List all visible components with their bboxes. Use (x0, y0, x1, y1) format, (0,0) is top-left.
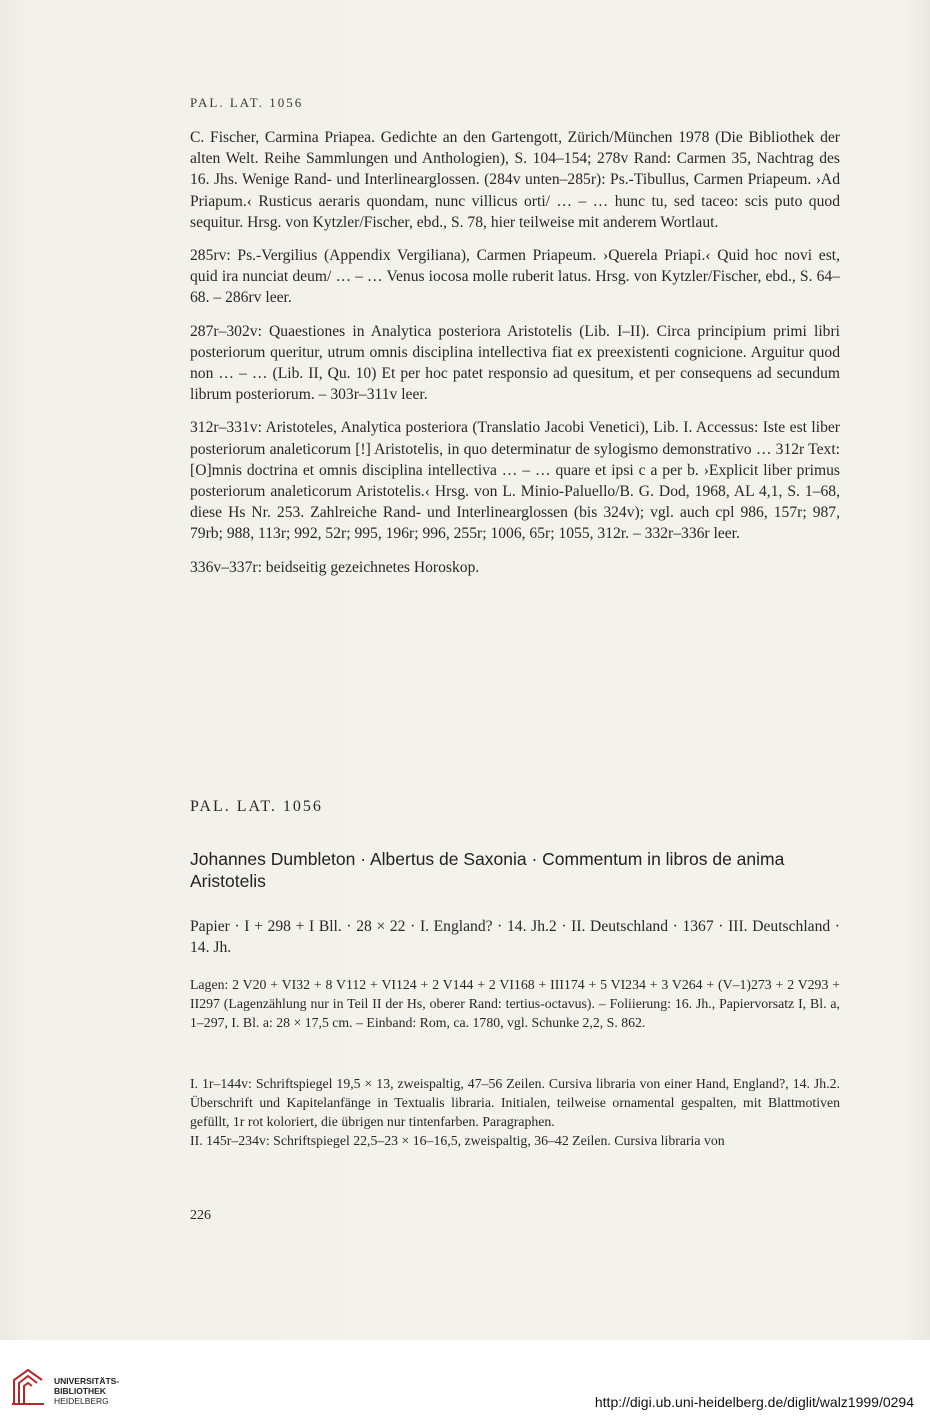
library-name-line-2: BIBLIOTHEK (54, 1386, 106, 1396)
catalog-entry-3: 287r–302v: Quaestiones in Analytica posteriora Aristotelis (Lib. I–II). Circa principium primi libri posteriorum queritur, utrum omnis disciplina intellectiva fiat ex preexistenti cognicione. Arguitur quod non … – … (Lib. II, Qu. 10) Et per hoc patet responsio ad quesitum, et per consequens ad secundum librum posteriorum. – 303r–311v leer. (190, 322, 840, 404)
digitization-footer (0, 1340, 930, 1425)
collation-note: Lagen: 2 V20 + VI32 + 8 V112 + VI124 + 2 V144 + 2 VI168 + III174 + 5 VI234 + 3 V264 + (V–1)273 + 2 V293 + II297 (Lagenzählung nur in Teil II der Hs, oberer Rand: tertius-octavus). – Foliierung: 16. Jh., Papiervorsatz I, Bl. a, 1–297, I. Bl. a: 28 × 17,5 cm. – Einband: Rom, ca. 1780, vgl. Schunke 2,2, S. 862. (190, 977, 840, 1030)
part-two-description: II. 145r–234v: Schriftspiegel 22,5–23 × 16–16,5, zweispaltig, 36–42 Zeilen. Cursiva libraria von (190, 1133, 725, 1148)
permalink-url[interactable]: http://digi.ub.uni-heidelberg.de/diglit/walz1999/0294 (594, 1394, 914, 1410)
ub-heidelberg-logo-icon[interactable] (10, 1366, 46, 1406)
section-heading: PAL. LAT. 1056 (190, 798, 323, 815)
library-name (54, 1376, 119, 1406)
catalog-body (190, 127, 840, 590)
catalog-entry-1: C. Fischer, Carmina Priapea. Gedichte an den Gartengott, Zürich/München 1978 (Die Bibliothek der alten Welt. Reihe Sammlungen und Anthologien), S. 104–154; 278v Rand: Carmen 35, Nachtrag des 16. Jhs. Wenige Rand- und Interlinearglossen. (284v unten–285r): Ps.-Tibullus, Carmen Priapeum. ›Ad Priapum.‹ Rusticus aeraris quondam, nunc villicus orti/ … – … hunc tu, sed taceo: scis puto quod sequitur. Hrsg. von Kytzler/Fischer, ebd., S. 78, hier teilweise mit anderem Wortlaut. (190, 129, 840, 231)
catalog-entry-4: 312r–331v: Aristoteles, Analytica posteriora (Translatio Jacobi Venetici), Lib. I. Accessus: Iste est liber posteriorum analeticorum [!] Aristotelis, in quo determinatur de sylogismo demonstrativo … 312r Text: [O]mnis doctrina et omnis disciplina intellectiva … – … quare et ipsi c a per b. ›Explicit liber primus posteriorum analeticorum Aristotelis.‹ Hrsg. von L. Minio-Paluello/B. G. Dod, 1968, AL 4,1, S. 1–68, diese Hs Nr. 253. Zahlreiche Rand- und Interlinearglossen (bis 324v); vgl. auch cpl 986, 157r; 987, 79rb; 988, 113r; 992, 52r; 995, 196r; 996, 255r; 1006, 65r; 1055, 312r. – 332r–336r leer. (190, 419, 840, 543)
page-number: 226 (190, 1208, 211, 1223)
catalog-entry-5: 336v–337r: beidseitig gezeichnetes Horoskop. (190, 558, 480, 576)
running-head: PAL. LAT. 1056 (190, 95, 304, 110)
material-description: Papier · I + 298 + I Bll. · 28 × 22 · I. England? · 14. Jh.2 · II. Deutschland · 1367 · III. Deutschland · 14. Jh. (190, 918, 840, 956)
library-name-line-3: HEIDELBERG (54, 1396, 109, 1406)
codicological-description (190, 1074, 840, 1150)
work-title: Johannes Dumbleton · Albertus de Saxonia · Commentum in libros de anima Aristotelis (190, 849, 785, 891)
catalog-entry-2: 285rv: Ps.-Vergilius (Appendix Vergiliana), Carmen Priapeum. ›Querela Priapi.‹ Quid hoc novi est, quid ira nunciat deum/ … – … Venus iocosa molle ruberit latus. Hrsg. von Kytzler/Fischer, ebd., S. 64–68. – 286rv leer. (190, 247, 840, 307)
part-one-description: I. 1r–144v: Schriftspiegel 19,5 × 13, zweispaltig, 47–56 Zeilen. Cursiva libraria von einer Hand, England?, 14. Jh.2. Überschrift und Kapitelanfänge in Textualis libraria. Initialen, teilweise ornamental gespalten, mit Blattmotiven gefüllt, 1r rot koloriert, die übrigen nur tintenfarben. Paragraphen. (190, 1076, 840, 1129)
library-name-line-1: UNIVERSITÄTS- (54, 1376, 120, 1386)
